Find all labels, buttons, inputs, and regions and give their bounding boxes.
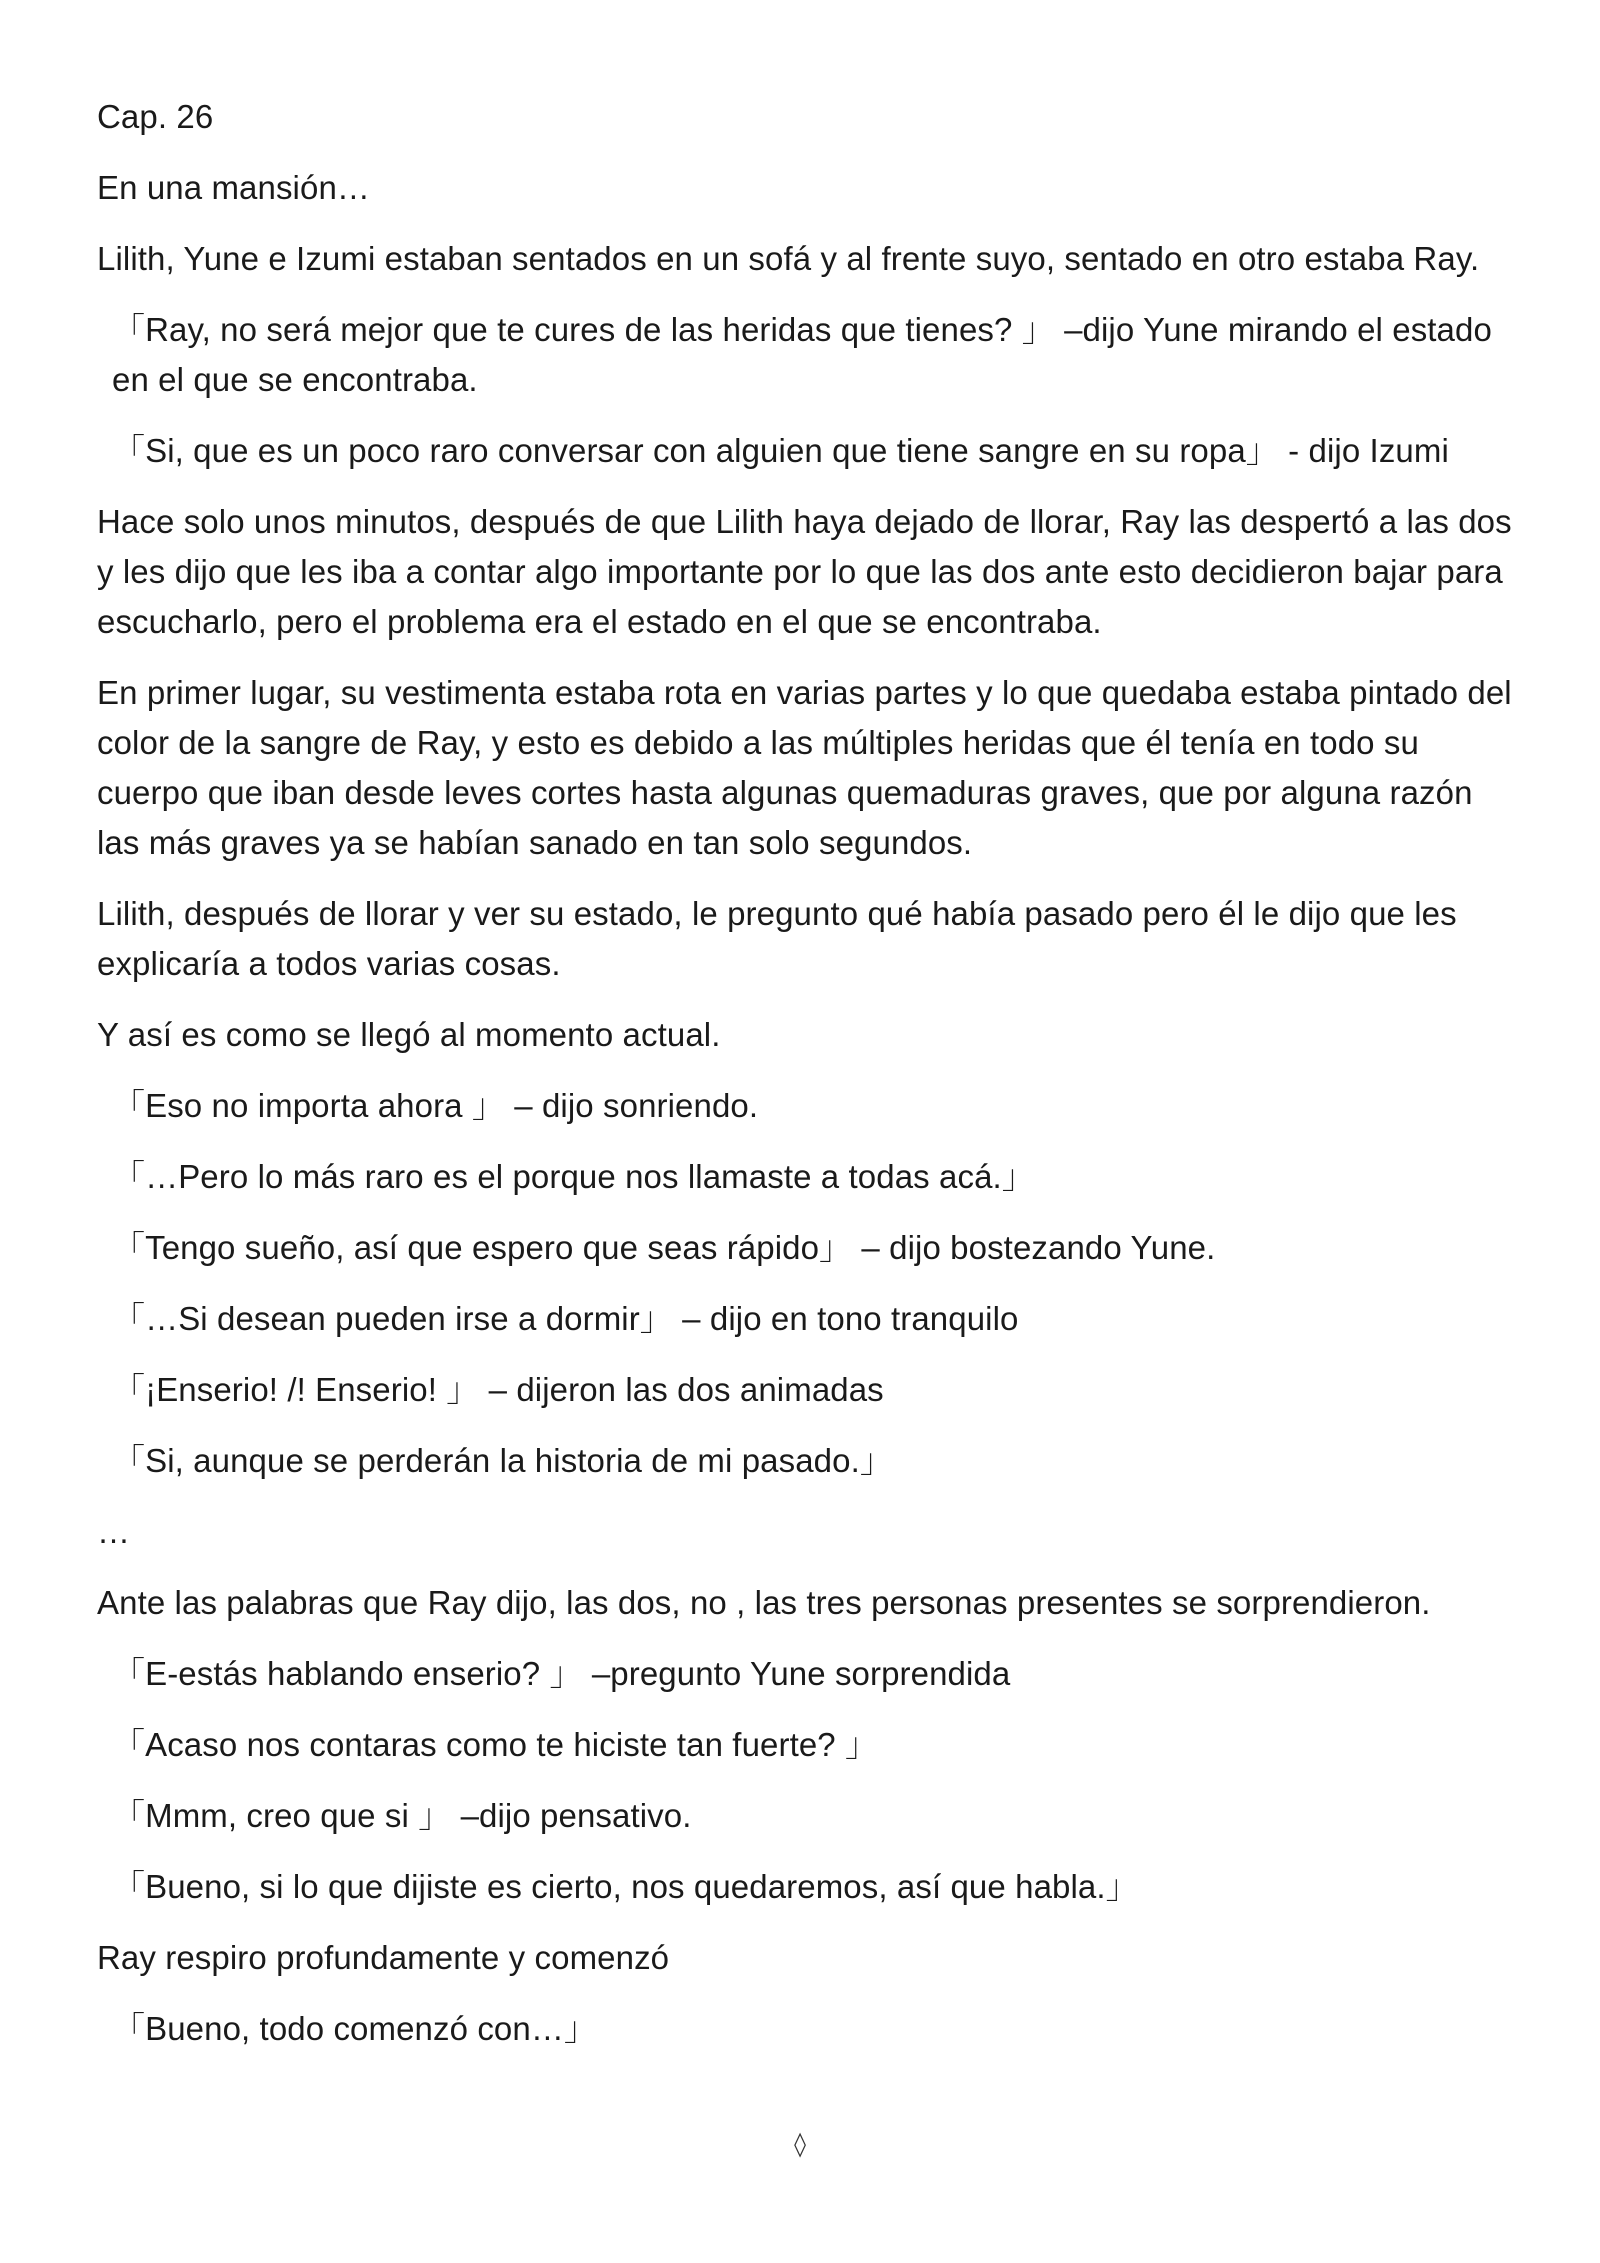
paragraph: Y así es como se llegó al momento actual.: [97, 1016, 721, 1053]
dialogue-line: 「…Pero lo más raro es el porque nos llamaste a todas acá.」: [112, 1158, 1035, 1195]
paragraph: Hace solo unos minutos, después de que Lilith haya dejado de llorar, Ray las despertó a las dos y les dijo que les iba a contar algo importante por lo que las dos ante esto decidieron bajar para escucharlo, pero el problema era el estado en el que se encontraba.: [97, 503, 1512, 640]
dialogue-line: 「Tengo sueño, así que espero que seas rápido」 – dijo bostezando Yune.: [112, 1229, 1216, 1266]
chapter-heading: Cap. 26: [97, 98, 214, 135]
paragraph: Ante las palabras que Ray dijo, las dos, no , las tres personas presentes se sorprendieron.: [97, 1584, 1431, 1621]
paragraph: En una mansión…: [97, 169, 370, 206]
paragraph: Lilith, después de llorar y ver su estado, le pregunto qué había pasado pero él le dijo que les explicaría a todos varias cosas.: [97, 895, 1457, 982]
page-body: [97, 92, 1517, 2075]
dialogue-line: 「Si, que es un poco raro conversar con alguien que tiene sangre en su ropa」 - dijo Izumi: [112, 432, 1449, 469]
page-marker-diamond-icon: ◊: [794, 2130, 806, 2158]
dialogue-line: 「…Si desean pueden irse a dormir」 – dijo en tono tranquilo: [112, 1300, 1019, 1337]
dialogue-line: 「Acaso nos contaras como te hiciste tan fuerte? 」: [112, 1726, 879, 1763]
dialogue-line: 「Eso no importa ahora 」 – dijo sonriendo.: [112, 1087, 759, 1124]
paragraph: En primer lugar, su vestimenta estaba rota en varias partes y lo que quedaba estaba pintado del color de la sangre de Ray, y esto es debido a las múltiples heridas que él tenía en todo su cuerpo que iban desde leves cortes hasta algunas quemaduras graves, que por alguna razón las más graves ya se habían sanado en tan solo segundos.: [97, 674, 1512, 861]
dialogue-line: 「Bueno, si lo que dijiste es cierto, nos quedaremos, así que habla.」: [112, 1868, 1139, 1905]
paragraph: Lilith, Yune e Izumi estaban sentados en un sofá y al frente suyo, sentado en otro estaba Ray.: [97, 240, 1480, 277]
dialogue-line: 「Si, aunque se perderán la historia de mi pasado.」: [112, 1442, 893, 1479]
dialogue-line: 「E-estás hablando enserio? 」 –pregunto Yune sorprendida: [112, 1655, 1011, 1692]
dialogue-line: 「¡Enserio! /! Enserio! 」 – dijeron las dos animadas: [112, 1371, 884, 1408]
scene-break-ellipsis: …: [97, 1513, 131, 1550]
paragraph: Ray respiro profundamente y comenzó: [97, 1939, 670, 1976]
dialogue-line: 「Mmm, creo que si 」 –dijo pensativo.: [112, 1797, 692, 1834]
dialogue-line: 「Bueno, todo comenzó con…」: [112, 2010, 598, 2047]
dialogue-line: 「Ray, no será mejor que te cures de las heridas que tienes? 」 –dijo Yune mirando el estado en el que se encontraba.: [112, 311, 1492, 398]
